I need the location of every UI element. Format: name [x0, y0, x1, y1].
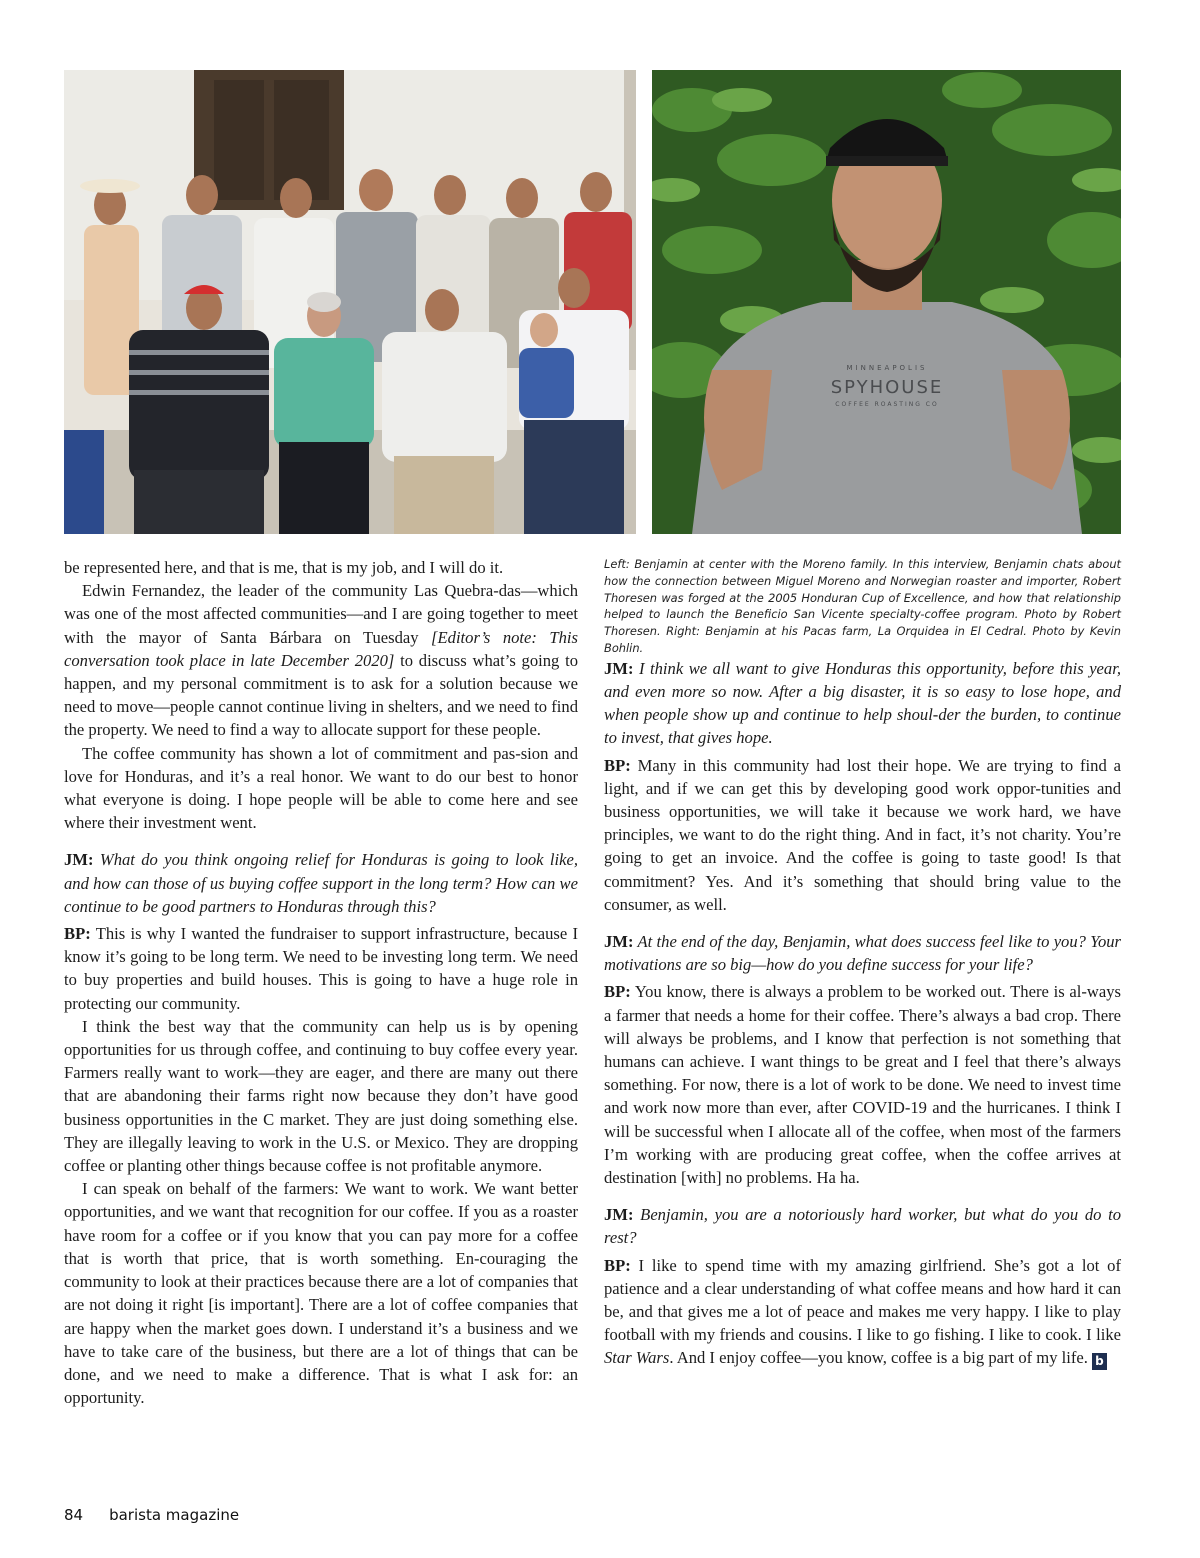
speaker-label: BP:	[604, 982, 631, 1002]
answer-text: . And I enjoy coffee—you know, coffee is a big part of my life.	[669, 1348, 1088, 1368]
answer-text: You know, there is always a problem to be worked out. There is al-ways a farmer that needs a home for their coffee. There’s always a bad crop. There will always be problems, and I know that perfection is not something that humans can achieve. I want things to be great and I feel that there’s always something. For now, there is a lot of work to be done. We need to invest time and work now more than ever, after COVID-19 and the hurricanes. I think I will be successful when I allocate all of the coffee, when most of the farmers I’m working with are producing great coffee, when the coffee arrives at destination [with] no problems. Ha ha.	[604, 982, 1121, 1188]
answer	[604, 754, 1121, 916]
answer-text: I like to spend time with my amazing girlfriend. She’s got a lot of patience and a clear understanding of what coffee means and how hard it can be, and that gives me a lot of peace and makes me very happy. I like to play football with my friends and cousins. I like to go fishing. I like to cook. I like	[604, 1255, 1121, 1345]
answer	[604, 1254, 1121, 1371]
page-footer	[64, 1506, 239, 1524]
publication-name: barista magazine	[109, 1506, 240, 1524]
question	[604, 657, 1121, 750]
question-text: What do you think ongoing relief for Honduras is going to look like, and how can those of us buying coffee support in the long term? How can we continue to be good partners to Honduras through this?	[64, 850, 578, 916]
right-column	[604, 556, 1121, 1370]
paragraph: I can speak on behalf of the farmers: We want to work. We want better opportunities, and we want that recognition for our coffee. If you as a roaster have room for a coffee or if you know that you can pay more for a coffee that is worth that price, that is worth something. En-couraging the community to look at their practices because there are a lot of companies that are not doing it right [is important]. There are a lot of coffee companies that are happy when the market goes down. I understand it’s a business and we have to take care of the business, but there are a lot of things that can be done, and we need to make a difference. That is what I ask for: an opportunity.	[64, 1179, 578, 1408]
editors-note: [Editor’s note: This conversation took place in late December 2020]	[64, 627, 578, 670]
speaker-label: JM:	[604, 658, 634, 678]
text-run: to discuss what’s going to happen, and my personal commitment is to ask for a solution because we need to move—people cannot continue living in shelters, and we need to find the property. We need to find a way to allocate support for these people.	[64, 650, 578, 740]
answer-text: This is why I wanted the fundraiser to support infrastructure, because I know it’s going to be long term. We need to be investing long term. We need to buy properties and build houses. This is going to have a huge role in protecting our community.	[64, 924, 578, 1013]
left-column	[64, 556, 578, 1409]
paragraph: I think the best way that the community can help us is by opening opportunities for us through coffee, and continuing to buy coffee every year. Farmers really want to work—they are eager, and there are many out there that are abandoning their farms right now because they don’t have good business opportunities in the C market. They are just doing something else. They are illegally leaving to work in the U.S. or Mexico. They are dropping coffee or planting other things because coffee is not profitable anymore.	[64, 1016, 578, 1176]
answer	[64, 922, 578, 1015]
answer	[604, 980, 1121, 1189]
speaker-label: BP:	[604, 755, 631, 775]
question	[64, 848, 578, 918]
question-text: I think we all want to give Honduras this opportunity, before this year, and even more so now. After a big disaster, it is so easy to lose hope, and when people show up and continue to help shoul-der the burden, to continue to invest, that gives hope.	[604, 658, 1121, 748]
question-text: Benjamin, you are a notoriously hard worker, but what do you do to rest?	[604, 1205, 1121, 1248]
shirt-text-top: MINNEAPOLIS	[846, 364, 928, 372]
question	[604, 930, 1121, 976]
question	[604, 1203, 1121, 1249]
photo-benjamin-portrait	[652, 70, 1121, 534]
answer-text: Many in this community had lost their hope. We are trying to find a light, and if we can get this by developing good work oppor-tunities and business opportunities, we will take it because we work hard, we have principles, we want to do the right thing. And in fact, it’s not charity. You’re going to get an invoice. And the coffee is going to taste good! Is that commitment? Yes. And it’s something that should bring value to the consumer, as well.	[604, 755, 1121, 914]
speaker-label: JM:	[64, 850, 94, 870]
text-run: Edwin Fernandez, the leader of the community Las Quebra-das—which was one of the most affected communities—and I are going together to meet with the mayor of Santa Bárbara on Tuesday	[64, 581, 578, 647]
end-mark-icon: b	[1092, 1353, 1107, 1370]
paragraph: The coffee community has shown a lot of commitment and pas-sion and love for Honduras, and it’s a real honor. We want to do our best to honor what everyone is doing. I hope people will be able to come here and see where their investment went.	[64, 743, 578, 833]
page-number: 84	[64, 1506, 84, 1524]
speaker-label: JM:	[604, 932, 634, 952]
paragraph	[64, 579, 578, 741]
title-star-wars: Star Wars	[604, 1348, 670, 1368]
speaker-label: BP:	[64, 924, 91, 944]
speaker-label: JM:	[604, 1205, 634, 1225]
question-text: At the end of the day, Benjamin, what does success feel like to you? Your motivations are so big—how do you define success for your life?	[604, 932, 1121, 975]
shirt-text-sub: COFFEE ROASTING CO	[835, 401, 939, 408]
photo-caption: Left: Benjamin at center with the Moreno family. In this interview, Benjamin chats about how the connection between Miguel Moreno and Norwegian roaster and importer, Robert Thoresen was forged at the 2005 Honduran Cup of Excellence, and how that relationship helped to launch the Beneficio San Vicente specialty-coffee program. Photo by Robert Thoresen. Right: Benjamin at his Pacas farm, La Orquidea in El Cedral. Photo by Kevin Bohlin.	[604, 557, 1121, 655]
shirt-text: SPYHOUSE	[830, 377, 944, 398]
speaker-label: BP:	[604, 1255, 631, 1275]
paragraph: be represented here, and that is me, that is my job, and I will do it.	[64, 558, 504, 577]
photo-moreno-family	[64, 70, 636, 534]
